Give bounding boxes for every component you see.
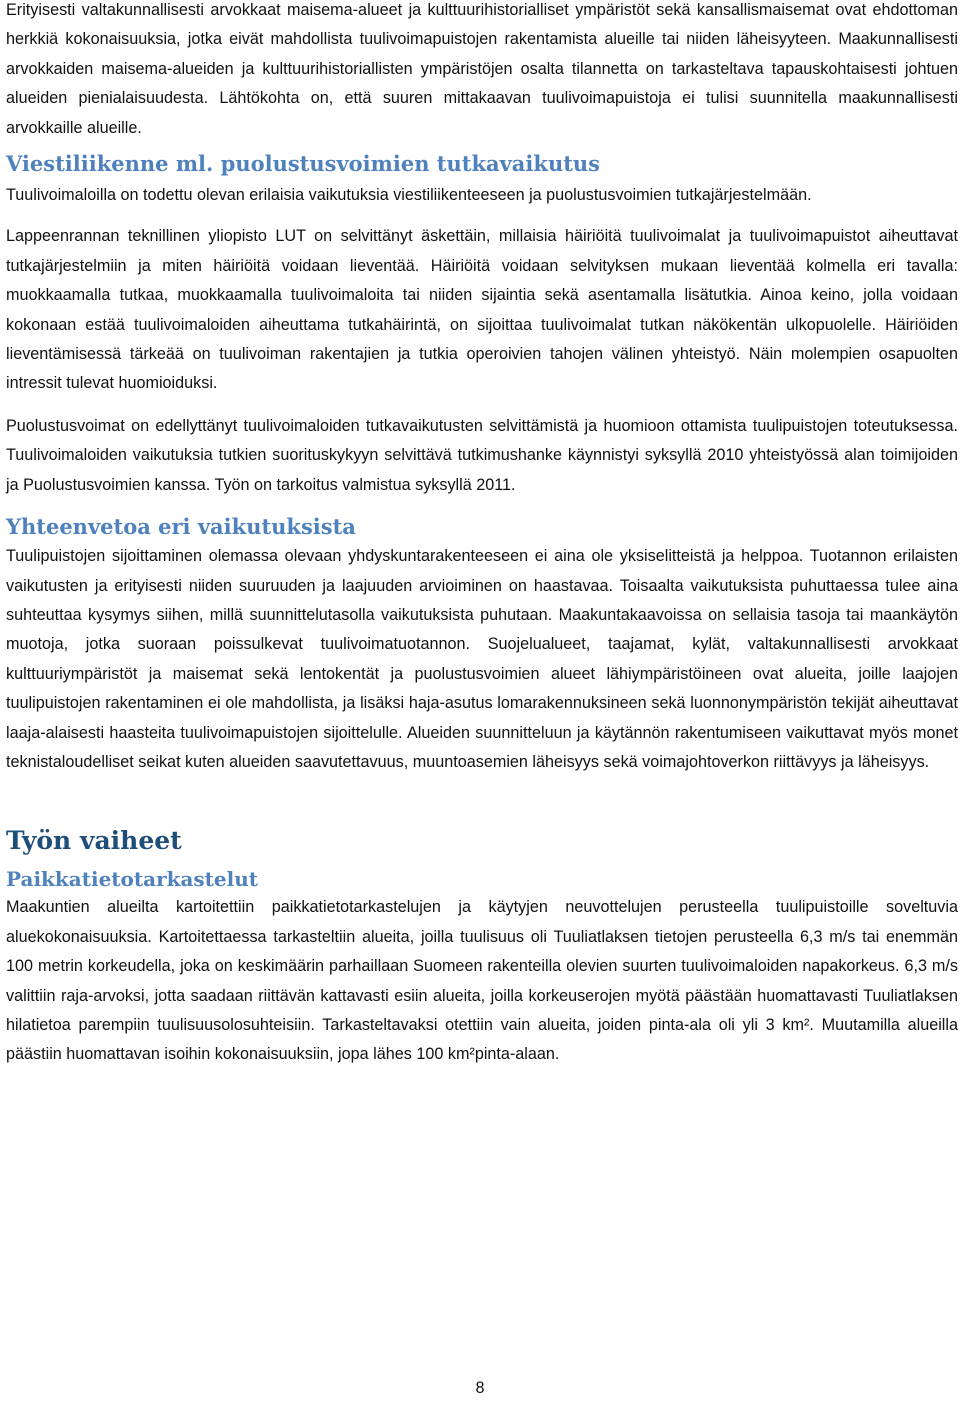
heading-paikkatietotarkastelut: Paikkatietotarkastelut	[6, 867, 259, 892]
viestiliikenne-paragraph-1: Tuulivoimaloilla on todettu olevan erilaisia vaikutuksia viestiliikenteeseen ja puolustusvoimien tutkajärjestelmään.	[6, 186, 812, 205]
viestiliikenne-paragraph-2: Lappeenrannan teknillinen yliopisto LUT on selvittänyt äskettäin, millaisia häiriöitä tuulivoimalat ja tuulivoimapuistot aiheuttavat tutkajärjestelmiin ja miten häiriöitä voidaan lieventää. Häiriöitä voidaan selvityksen mukaan lieventää kolmella eri tavalla: muokkaamalla tutkaa, muokkaamalla tuulivoimaloita tai niiden sijaintia sekä asentamalla lisätutkia. Ainoa keino, jolla voidaan kokonaan estää tuulivoimaloiden aiheuttama tutkahäirintä, on sijoittaa tuulivoimalat tutkan näkökentän ulkopuolelle. Häiriöiden lieventämisessä tärkeää on tuulivoiman rakentajien ja tutkia operoivien tahojen välinen yhteistyö. Näin molempien osapuolten intressit tulevat huomioiduksi.	[6, 227, 958, 393]
page-number: 8	[475, 1379, 485, 1397]
paikkatieto-paragraph: Maakuntien alueilta kartoitettiin paikkatietotarkastelujen ja käytyjen neuvottelujen perusteella tuulipuistoille soveltuvia aluekokonaisuuksia. Kartoitettaessa tarkasteltiin alueita, joilla tuulisuus oli Tuuliatlaksen tietojen perusteella 6,3 m/s tai enemmän 100 metrin korkeudella, joka on keskimäärin parhaillaan Suomeen rakenteilla olevien suurten tuulivoimaloiden napakorkeus. 6,3 m/s valittiin raja-arvoksi, jotta saadaan riittävän kattavasti esiin alueita, joilla korkeuserojen myötä päästään huomattavasti Tuuliatlaksen hilatietoa parempiin tuulisuusolosuhteisiin. Tarkasteltavaksi otettiin vain alueita, joiden pinta-ala oli yli 3 km². Muutamilla alueilla päästiin huomattavan isoihin kokonaisuuksiin, jopa lähes 100 km²pinta-alaan.	[6, 898, 958, 1064]
yhteenveto-paragraph: Tuulipuistojen sijoittaminen olemassa olevaan yhdyskuntarakenteeseen ei aina ole yksiselitteistä ja helppoa. Tuotannon erilaisten vaikutusten ja erityisesti niiden suuruuden ja laajuuden arvioiminen on haastavaa. Toisaalta vaikutuksista puhuttaessa tulee aina suhteuttaa kysymys siihen, millä suunnittelutasolla vaikutuksista puhutaan. Maakuntakaavoissa on sellaisia tasoja tai maankäytön muotoja, jotka suoraan poissulkevat tuulivoimatuotannon. Suojelualueet, taajamat, kylät, valtakunnallisesti arvokkaat kulttuuriympäristöt ja maisemat sekä lentokentät ja puolustusvoimien alueet lähiympäristöineen ovat alueita, joille laajojen tuulipuistojen rakentaminen ei ole mahdollista, ja lisäksi haja-asutus lomarakennuksineen sekä luonnonympäristön tekijät aiheuttavat laaja-alaisesti haasteita tuulivoimapuistojen sijoittelulle. Alueiden suunnitteluun ja käytännön rakentumiseen vaikuttavat myös monet teknistaloudelliset seikat kuten alueiden saavutettavuus, muuntoasemien läheisyys sekä voimajohtoverkon riittävyys ja läheisyys.	[6, 547, 958, 771]
document-page	[6, 0, 958, 1070]
heading-viestiliikenne: Viestiliikenne ml. puolustusvoimien tutkavaikutus	[6, 151, 600, 177]
viestiliikenne-paragraph-3: Puolustusvoimat on edellyttänyt tuulivoimaloiden tutkavaikutusten selvittämistä ja huomioon ottamista tuulipuistojen toteutuksessa. Tuulivoimaloiden vaikutuksia tutkien suorituskykyyn selvittävä tutkimushanke käynnistyi syksyllä 2010 yhteistyössä alan toimijoiden ja Puolustusvoimien kanssa. Työn on tarkoitus valmistua syksyllä 2011.	[6, 416, 958, 494]
heading-tyon-vaiheet: Työn vaiheet	[6, 826, 182, 856]
heading-yhteenveto: Yhteenvetoa eri vaikutuksista	[6, 514, 356, 540]
intro-paragraph: Erityisesti valtakunnallisesti arvokkaat maisema-alueet ja kulttuurihistorialliset ympäristöt sekä kansallismaisemat ovat ehdottoman herkkiä kokonaisuuksia, jotka eivät mahdollista tuulivoimapuistojen rakentamista alueille tai niiden läheisyyteen. Maakunnallisesti arvokkaiden maisema-alueiden ja kulttuurihistoriallisten ympäristöjen osalta tilannetta on tarkasteltava tapauskohtaisesti johtuen alueiden pienialaisuudesta. Lähtökohta on, että suuren mittakaavan tuulivoimapuistoja ei tulisi suunnitella maakunnallisesti arvokkaille alueille.	[6, 1, 958, 137]
